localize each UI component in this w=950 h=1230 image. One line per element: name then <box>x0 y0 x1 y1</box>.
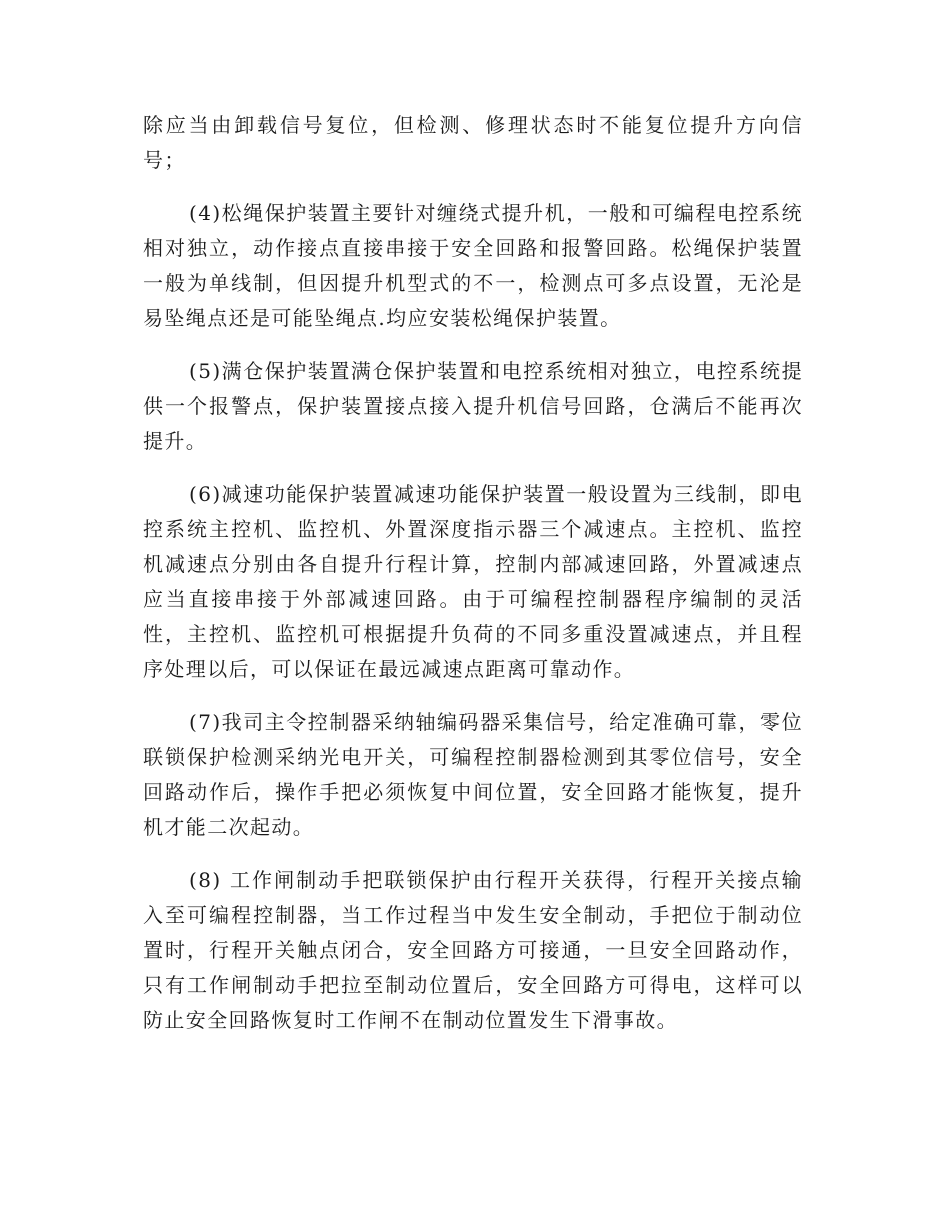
paragraph-item-7: (7)我司主令控制器采纳轴编码器采集信号，给定准确可靠，零位联锁保护检测采纳光电开关，可编程控制器检测到其零位信号，安全回路动作后，操作手把必须恢复中间位置，安全回路才能恢复，提升机才能二次起动。 <box>143 710 803 839</box>
paragraph-item-4: (4)松绳保护装置主要针对缠绕式提升机，一般和可编程电控系统相对独立，动作接点直接串接于安全回路和报警回路。松绳保护装置一般为单线制，但因提升机型式的不一，检测点可多点设置，无沦是易坠绳点还是可能坠绳点.均应安装松绳保护装置。 <box>143 201 803 330</box>
paragraph-item-6: (6)减速功能保护装置减速功能保护装置一般设置为三线制，即电控系统主控机、监控机、外置深度指示器三个减速点。主控机、监控机减速点分别由各自提升行程计算，控制内部减速回路，外置减速点应当直接串接于外部减速回路。由于可编程控制器程序编制的灵活性，主控机、监控机可根据提升负荷的不同多重没置减速点，并且程序处理以后，可以保证在最远减速点距离可靠动作。 <box>143 482 803 681</box>
paragraph-continuation: 除应当由卸载信号复位，但检测、修理状态时不能复位提升方向信号； <box>143 113 803 172</box>
paragraph-item-5: (5)满仓保护装置满仓保护装置和电控系统相对独立，电控系统提供一个报警点，保护装置接点接入提升机信号回路，仓满后不能再次提升。 <box>143 359 803 453</box>
document-body <box>143 108 803 1038</box>
paragraph-item-8: (8) 工作闸制动手把联锁保护由行程开关获得，行程开关接点输入至可编程控制器，当工作过程当中发生安全制动，手把位于制动位置时，行程开关触点闭合，安全回路方可接通，一旦安全回路动作，只有工作闸制动手把拉至制动位置后，安全回路方可得电，这样可以防止安全回路恢复时工作闸不在制动位置发生下滑事故。 <box>143 868 803 1032</box>
